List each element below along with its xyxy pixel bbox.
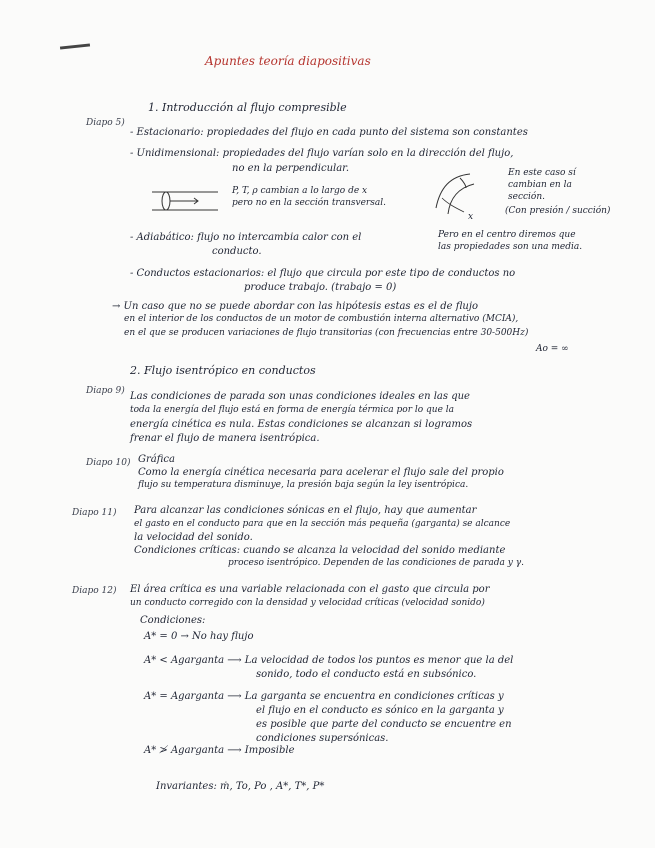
side-note-2: cambian en la	[508, 180, 572, 190]
condition-3-line-4: condiciones supersónicas.	[256, 733, 389, 744]
margin-note-diapo11: Diapo 11)	[72, 508, 117, 518]
curved-duct-sketch	[430, 168, 490, 220]
curved-duct-x-label: x	[468, 212, 474, 222]
p9-line-3: energía cinética es nula. Estas condiciones se alcanzan si logramos	[130, 419, 473, 430]
ptp-note-1: P, T, ρ cambian a lo largo de x	[232, 186, 368, 196]
margin-note-diapo5: Diapo 5)	[86, 118, 125, 128]
p10-line-2: Como la energía cinética necesaria para acelerar el flujo sale del propio	[138, 467, 504, 478]
side-note-1: En este caso sí	[508, 168, 576, 178]
condition-3-line-3: es posible que parte del conducto se encuentre en	[256, 719, 512, 730]
p11-line-2: el gasto en el conducto para que en la sección más pequeña (garganta) se alcance	[134, 519, 511, 529]
ao-note: Ao = ∞	[536, 344, 569, 354]
p11-line-4: Condiciones críticas: cuando se alcanza la velocidad del sonido mediante	[134, 545, 506, 556]
section-1-heading: 1. Introducción al flujo compresible	[148, 101, 347, 114]
line-caso-3: en el que se producen variaciones de flujo transitorias (con frecuencias entre 30-500Hz)	[124, 328, 529, 338]
centro-note-2: las propiedades son una media.	[438, 242, 583, 252]
side-note-4: (Con presión / succión)	[505, 206, 611, 216]
line-estacionario: - Estacionario: propiedades del flujo en cada punto del sistema son constantes	[130, 127, 528, 138]
line-caso-1: → Un caso que no se puede abordar con las hipótesis estas es el de flujo	[112, 301, 478, 312]
invariantes-line: Invariantes: ṁ, To, Po , A*, T*, P*	[156, 781, 325, 792]
line-adiabatico: - Adiabático: flujo no intercambia calor con el	[130, 232, 362, 243]
ptp-note-2: pero no en la sección transversal.	[232, 198, 386, 208]
p12-line-1: El área crítica es una variable relacionada con el gasto que circula por	[130, 584, 490, 595]
p11-line-3: la velocidad del sonido.	[134, 532, 253, 543]
line-unidimensional-cont: no en la perpendicular.	[232, 163, 350, 174]
margin-note-diapo12: Diapo 12)	[72, 586, 117, 596]
p10-line-1: Gráfica	[138, 454, 175, 465]
p9-line-1: Las condiciones de parada son unas condiciones ideales en las que	[130, 391, 470, 402]
condition-3-line-2: el flujo en el conducto es sónico en la garganta y	[256, 705, 504, 716]
condition-4: A* ≯ Agarganta ⟶ Imposible	[144, 745, 295, 756]
p10-line-3: flujo su temperatura disminuye, la presión baja según la ley isentrópica.	[138, 480, 469, 490]
side-note-3: sección.	[508, 192, 545, 202]
line-unidimensional: - Unidimensional: propiedades del flujo varían solo en la dirección del flujo,	[130, 148, 514, 159]
conditions-heading: Condiciones:	[140, 615, 206, 626]
condition-1: A* = 0 → No hay flujo	[144, 631, 254, 642]
page-title: Apuntes teoría diapositivas	[205, 54, 371, 68]
condition-2-line-1: A* < Agarganta ⟶ La velocidad de todos los puntos es menor que la del	[144, 655, 514, 666]
condition-2-line-2: sonido, todo el conducto está en subsónico.	[256, 669, 477, 680]
p9-line-4: frenar el flujo de manera isentrópica.	[130, 433, 320, 444]
straight-duct-sketch	[150, 186, 220, 216]
line-caso-2: en el interior de los conductos de un motor de combustión interna alternativo (MCIA),	[124, 314, 519, 324]
section-2-heading: 2. Flujo isentrópico en conductos	[130, 364, 316, 377]
condition-3-line-1: A* = Agarganta ⟶ La garganta se encuentra en condiciones críticas y	[144, 691, 504, 702]
p11-line-1: Para alcanzar las condiciones sónicas en el flujo, hay que aumentar	[134, 505, 477, 516]
margin-note-diapo9: Diapo 9)	[86, 386, 125, 396]
p9-line-2: toda la energía del flujo está en forma de energía térmica por lo que la	[130, 405, 455, 415]
margin-note-diapo10: Diapo 10)	[86, 458, 131, 468]
p12-line-2: un conducto corregido con la densidad y velocidad críticas (velocidad sonido)	[130, 598, 485, 608]
line-conductos: - Conductos estacionarios: el flujo que circula por este tipo de conductos no	[130, 268, 516, 279]
line-conductos-cont: produce trabajo. (trabajo = 0)	[244, 282, 397, 293]
centro-note-1: Pero en el centro diremos que	[438, 230, 576, 240]
line-adiabatico-cont: conducto.	[212, 246, 262, 257]
pen-mark	[60, 43, 90, 49]
p11-line-5: proceso isentrópico. Dependen de las condiciones de parada y γ.	[228, 558, 524, 568]
